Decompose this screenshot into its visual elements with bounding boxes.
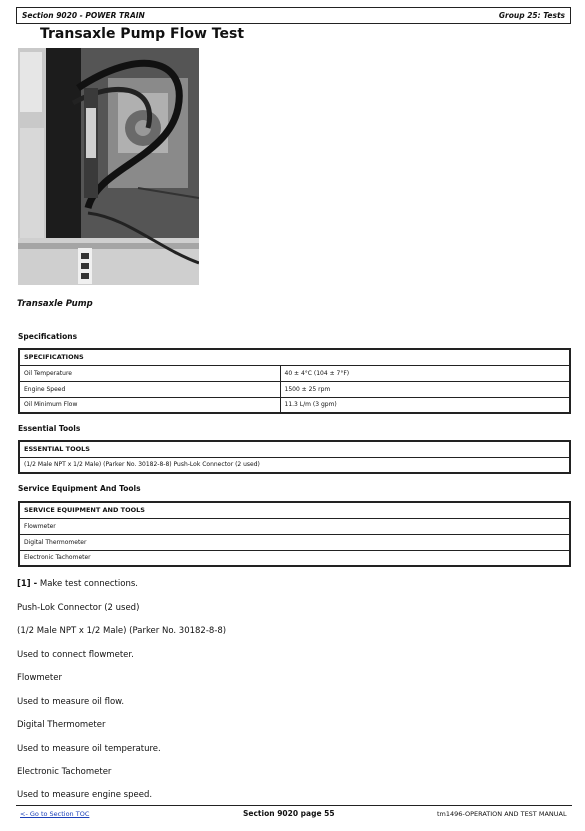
spec-label: Engine Speed [19,381,280,397]
photo-illustration [18,48,199,285]
paragraph: Push-Lok Connector (2 used) [17,603,140,613]
paragraph: Electronic Tachometer [17,767,112,777]
table-header-row [19,441,570,457]
spec-value: 11.3 L/m (3 gpm) [280,397,570,413]
page-title: Transaxle Pump Flow Test [40,26,245,42]
table-header-row [19,502,570,518]
page-header [16,7,571,24]
manual-title: tm1496-OPERATION AND TEST MANUAL [437,810,567,818]
step-text: Make test connections. [39,579,138,589]
spec-label: Oil Minimum Flow [19,397,280,413]
table-row [19,381,570,397]
table-row [19,534,570,550]
equipment-item: Flowmeter [19,518,570,534]
table-row [19,457,570,473]
paragraph: Flowmeter [17,673,62,683]
table-row [19,397,570,413]
photo-caption: Transaxle Pump [17,299,93,309]
paragraph: Used to measure engine speed. [17,790,153,800]
essential-tools-table-title: ESSENTIAL TOOLS [19,441,570,457]
section-label: Section 9020 - POWER TRAIN [22,11,145,20]
service-equipment-table-title: SERVICE EQUIPMENT AND TOOLS [19,502,570,518]
spec-value: 1500 ± 25 rpm [280,381,570,397]
spec-value: 40 ± 4°C (104 ± 7°F) [280,365,570,381]
step-1 [17,579,138,589]
toc-link[interactable]: <- Go to Section TOC [20,810,90,818]
essential-tools-heading: Essential Tools [18,424,81,433]
transaxle-pump-photo [18,48,199,285]
table-row [19,365,570,381]
equipment-item: Digital Thermometer [19,534,570,550]
specifications-table-title: SPECIFICATIONS [19,349,570,365]
step-number: [1] - [17,579,38,589]
paragraph: (1/2 Male NPT x 1/2 Male) (Parker No. 30182-8-8) [17,626,227,636]
tool-item: (1/2 Male NPT x 1/2 Male) (Parker No. 30182-8-8) Push-Lok Connector (2 used) [19,457,570,473]
specifications-heading: Specifications [18,332,78,341]
essential-tools-table [18,440,571,474]
paragraph: Used to connect flowmeter. [17,650,134,660]
paragraph: Used to measure oil temperature. [17,744,161,754]
group-label: Group 25: Tests [498,11,565,20]
service-equipment-table [18,501,571,567]
specifications-table [18,348,571,414]
page-number: Section 9020 page 55 [243,809,335,818]
table-row [19,518,570,534]
paragraph: Used to measure oil flow. [17,697,125,707]
table-row [19,550,570,566]
equipment-item: Electronic Tachometer [19,550,570,566]
service-equipment-heading: Service Equipment And Tools [18,484,141,493]
paragraph: Digital Thermometer [17,720,106,730]
footer-divider [16,805,572,806]
spec-label: Oil Temperature [19,365,280,381]
table-header-row [19,349,570,365]
